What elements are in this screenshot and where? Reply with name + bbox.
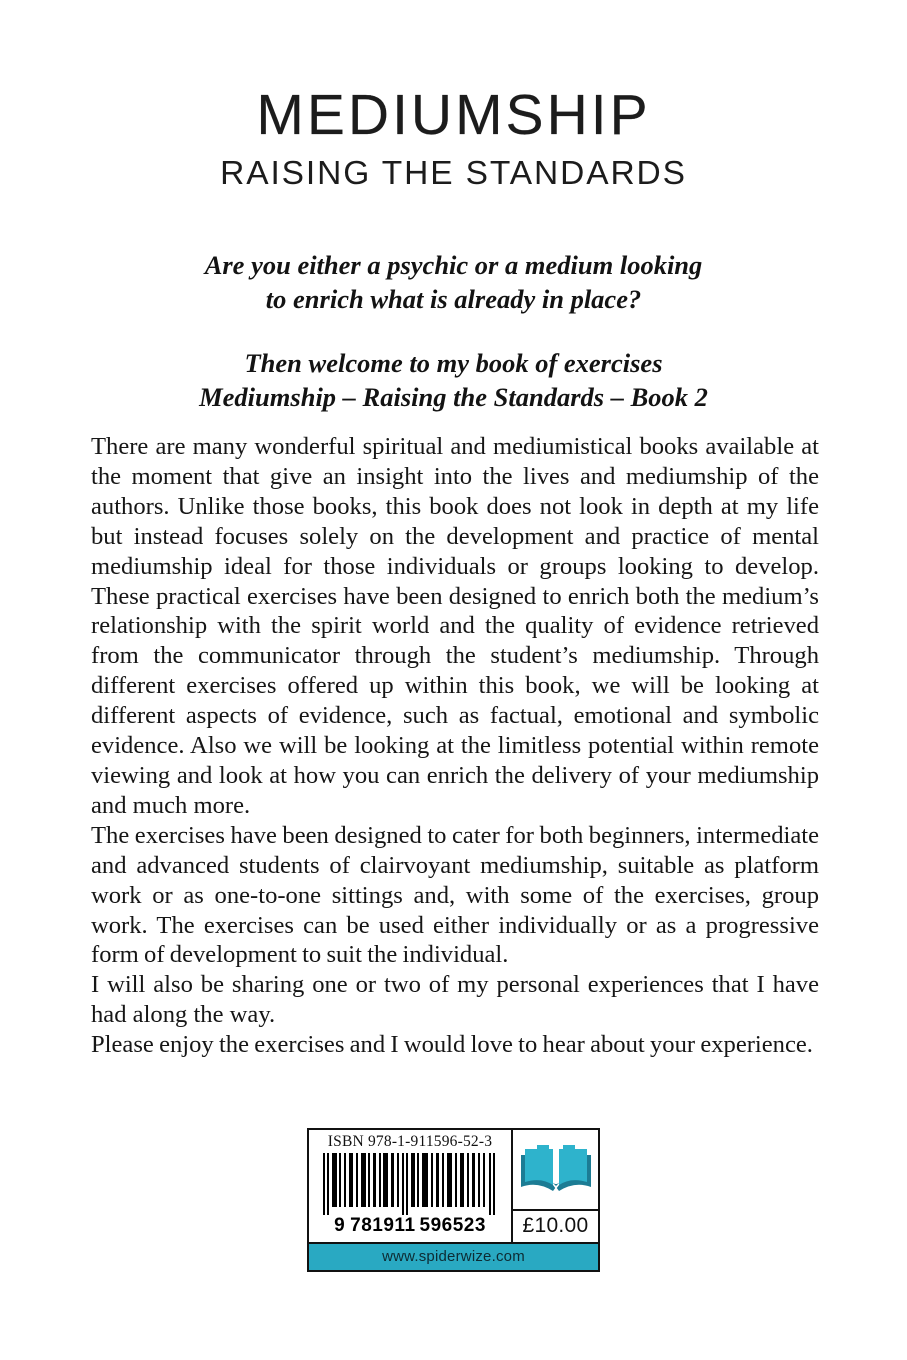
ean13-barcode-icon (319, 1153, 501, 1215)
barcode-digit-lead: 9 (334, 1215, 346, 1236)
lead-question-line-2: to enrich what is already in place? (265, 284, 642, 314)
isbn-upper-row (309, 1130, 598, 1242)
barcode-cell (309, 1130, 513, 1242)
page-title: MEDIUMSHIP (256, 83, 651, 147)
open-book-logo-icon (519, 1141, 593, 1199)
cover-title-block (0, 83, 907, 193)
barcode-number (334, 1215, 486, 1237)
publisher-cell (513, 1130, 598, 1242)
lead-welcome-line-2: Mediumship – Raising the Standards – Book 2 (199, 382, 708, 412)
barcode-digit-group-2: 596523 (419, 1215, 486, 1236)
publisher-logo-cell (513, 1130, 598, 1211)
lead-in-block (0, 248, 907, 414)
lead-question-line-1: Are you either a psychic or a medium looking (204, 250, 703, 280)
barcode-digit-group-1: 781911 (350, 1215, 416, 1236)
publisher-website: www.spiderwize.com (309, 1242, 598, 1270)
lead-welcome-line-1: Then welcome to my book of exercises (244, 348, 663, 378)
blurb-body (91, 432, 819, 1060)
isbn-label: ISBN 978-1-911596-52-3 (327, 1133, 493, 1150)
blurb-paragraph-1: There are many wonderful spiritual and mediumistical books available at the moment that give an insight into the lives and mediumship of the authors. Unlike those books, this book does not look in depth at my life but instead focuses solely on the development and practice of mental mediumship ideal for those individuals or groups looking to develop. These practical exercises have been designed to enrich both the medium’s relationship with the spirit world and the quality of evidence retrieved from the communicator through the student’s mediumship. Through different exercises offered up within this book, we will be looking at different aspects of evidence, such as factual, emotional and symbolic evidence. Also we will be looking at the limitless potential within remote viewing and look at how you can enrich the delivery of your mediumship and much more. (91, 433, 819, 819)
price-label: £10.00 (522, 1214, 589, 1237)
blurb-paragraph-4: Please enjoy the exercises and I would love to hear about your experience. (91, 1031, 813, 1059)
lead-spacer (0, 316, 907, 346)
blurb-paragraph-3: I will also be sharing one or two of my personal experiences that I have had along the way. (91, 971, 819, 1029)
page-subtitle: RAISING THE STANDARDS (220, 155, 687, 193)
blurb-paragraph-2: The exercises have been designed to cater for both beginners, intermediate and advanced students of clairvoyant mediumship, suitable as platform work or as one-to-one sittings and, with some of the exercises, group work. The exercises can be used either individually or as a progressive form of development to suit the individual. (91, 821, 819, 969)
isbn-barcode-block (307, 1128, 600, 1272)
